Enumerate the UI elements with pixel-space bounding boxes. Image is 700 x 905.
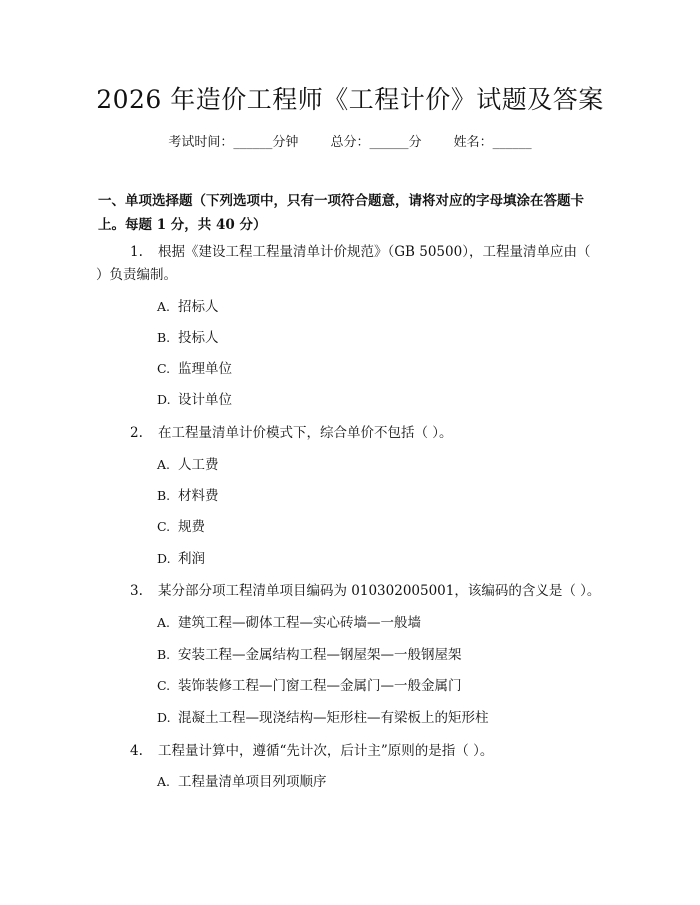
document-title: 2026 年造价工程师《工程计价》试题及答案 — [96, 85, 604, 114]
option-text: 工程量清单项目列项顺序 — [178, 774, 327, 790]
question-number: 1. — [130, 244, 143, 260]
option-text: 投标人 — [178, 330, 219, 346]
option-text: 设计单位 — [178, 392, 232, 408]
option-letter: A. — [157, 457, 171, 472]
option-letter: B. — [157, 488, 171, 503]
option-text: 规费 — [178, 519, 205, 535]
option-a — [157, 772, 327, 792]
option-letter: C. — [157, 678, 171, 693]
option-d — [157, 708, 489, 728]
name-field: 姓名：______ — [453, 135, 532, 150]
option-c — [157, 359, 232, 379]
question-text: 根据《建设工程工程量清单计价规范》（GB 50500），工程量清单应由（ ）负责编制。 — [96, 244, 591, 283]
option-b — [157, 645, 462, 665]
option-letter: C. — [157, 519, 171, 534]
question-number: 4. — [130, 743, 143, 759]
option-text: 人工费 — [178, 457, 219, 473]
option-text: 利润 — [178, 551, 205, 567]
option-letter: A. — [157, 774, 171, 789]
option-letter: D. — [157, 551, 171, 566]
question-text: 某分部分项工程清单项目编码为 010302005001，该编码的含义是（ ）。 — [158, 583, 601, 599]
option-b — [157, 486, 219, 506]
exam-info-line — [0, 131, 700, 150]
question-4 — [0, 740, 700, 763]
option-letter: B. — [157, 647, 171, 662]
option-d — [157, 390, 232, 410]
option-text: 混凝土工程—现浇结构—矩形柱—有梁板上的矩形柱 — [178, 710, 489, 726]
question-number: 3. — [130, 583, 143, 599]
option-text: 招标人 — [178, 299, 219, 315]
option-text: 装饰装修工程—门窗工程—金属门—一般金属门 — [178, 678, 462, 694]
question-2 — [0, 422, 700, 445]
total-score-field: 总分：______分 — [330, 135, 422, 150]
option-c — [157, 676, 462, 696]
option-letter: D. — [157, 392, 171, 407]
option-text: 安装工程—金属结构工程—钢屋架—一般钢屋架 — [178, 647, 462, 663]
option-a — [157, 297, 219, 317]
option-letter: A. — [157, 299, 171, 314]
option-text: 建筑工程—砌体工程—实心砖墙—一般墙 — [178, 615, 421, 631]
option-text: 材料费 — [178, 488, 219, 504]
exam-time-field: 考试时间：______分钟 — [168, 135, 299, 150]
option-a — [157, 455, 219, 475]
option-a — [157, 613, 421, 633]
option-letter: D. — [157, 710, 171, 725]
question-3 — [0, 580, 700, 603]
question-text: 工程量计算中，遵循“先计次，后计主”原则的是指（ ）。 — [158, 743, 494, 759]
question-text: 在工程量清单计价模式下，综合单价不包括（ ）。 — [158, 425, 453, 441]
option-letter: A. — [157, 615, 171, 630]
option-letter: C. — [157, 361, 171, 376]
option-b — [157, 328, 219, 348]
question-number: 2. — [130, 425, 143, 441]
question-1 — [0, 241, 700, 287]
option-d — [157, 549, 205, 569]
option-c — [157, 517, 205, 537]
option-text: 监理单位 — [178, 361, 232, 377]
section-heading: 一、单项选择题（下列选项中，只有一项符合题意，请将对应的字母填涂在答题卡上。每题 1 分，共 40 分） — [98, 193, 584, 233]
option-letter: B. — [157, 330, 171, 345]
